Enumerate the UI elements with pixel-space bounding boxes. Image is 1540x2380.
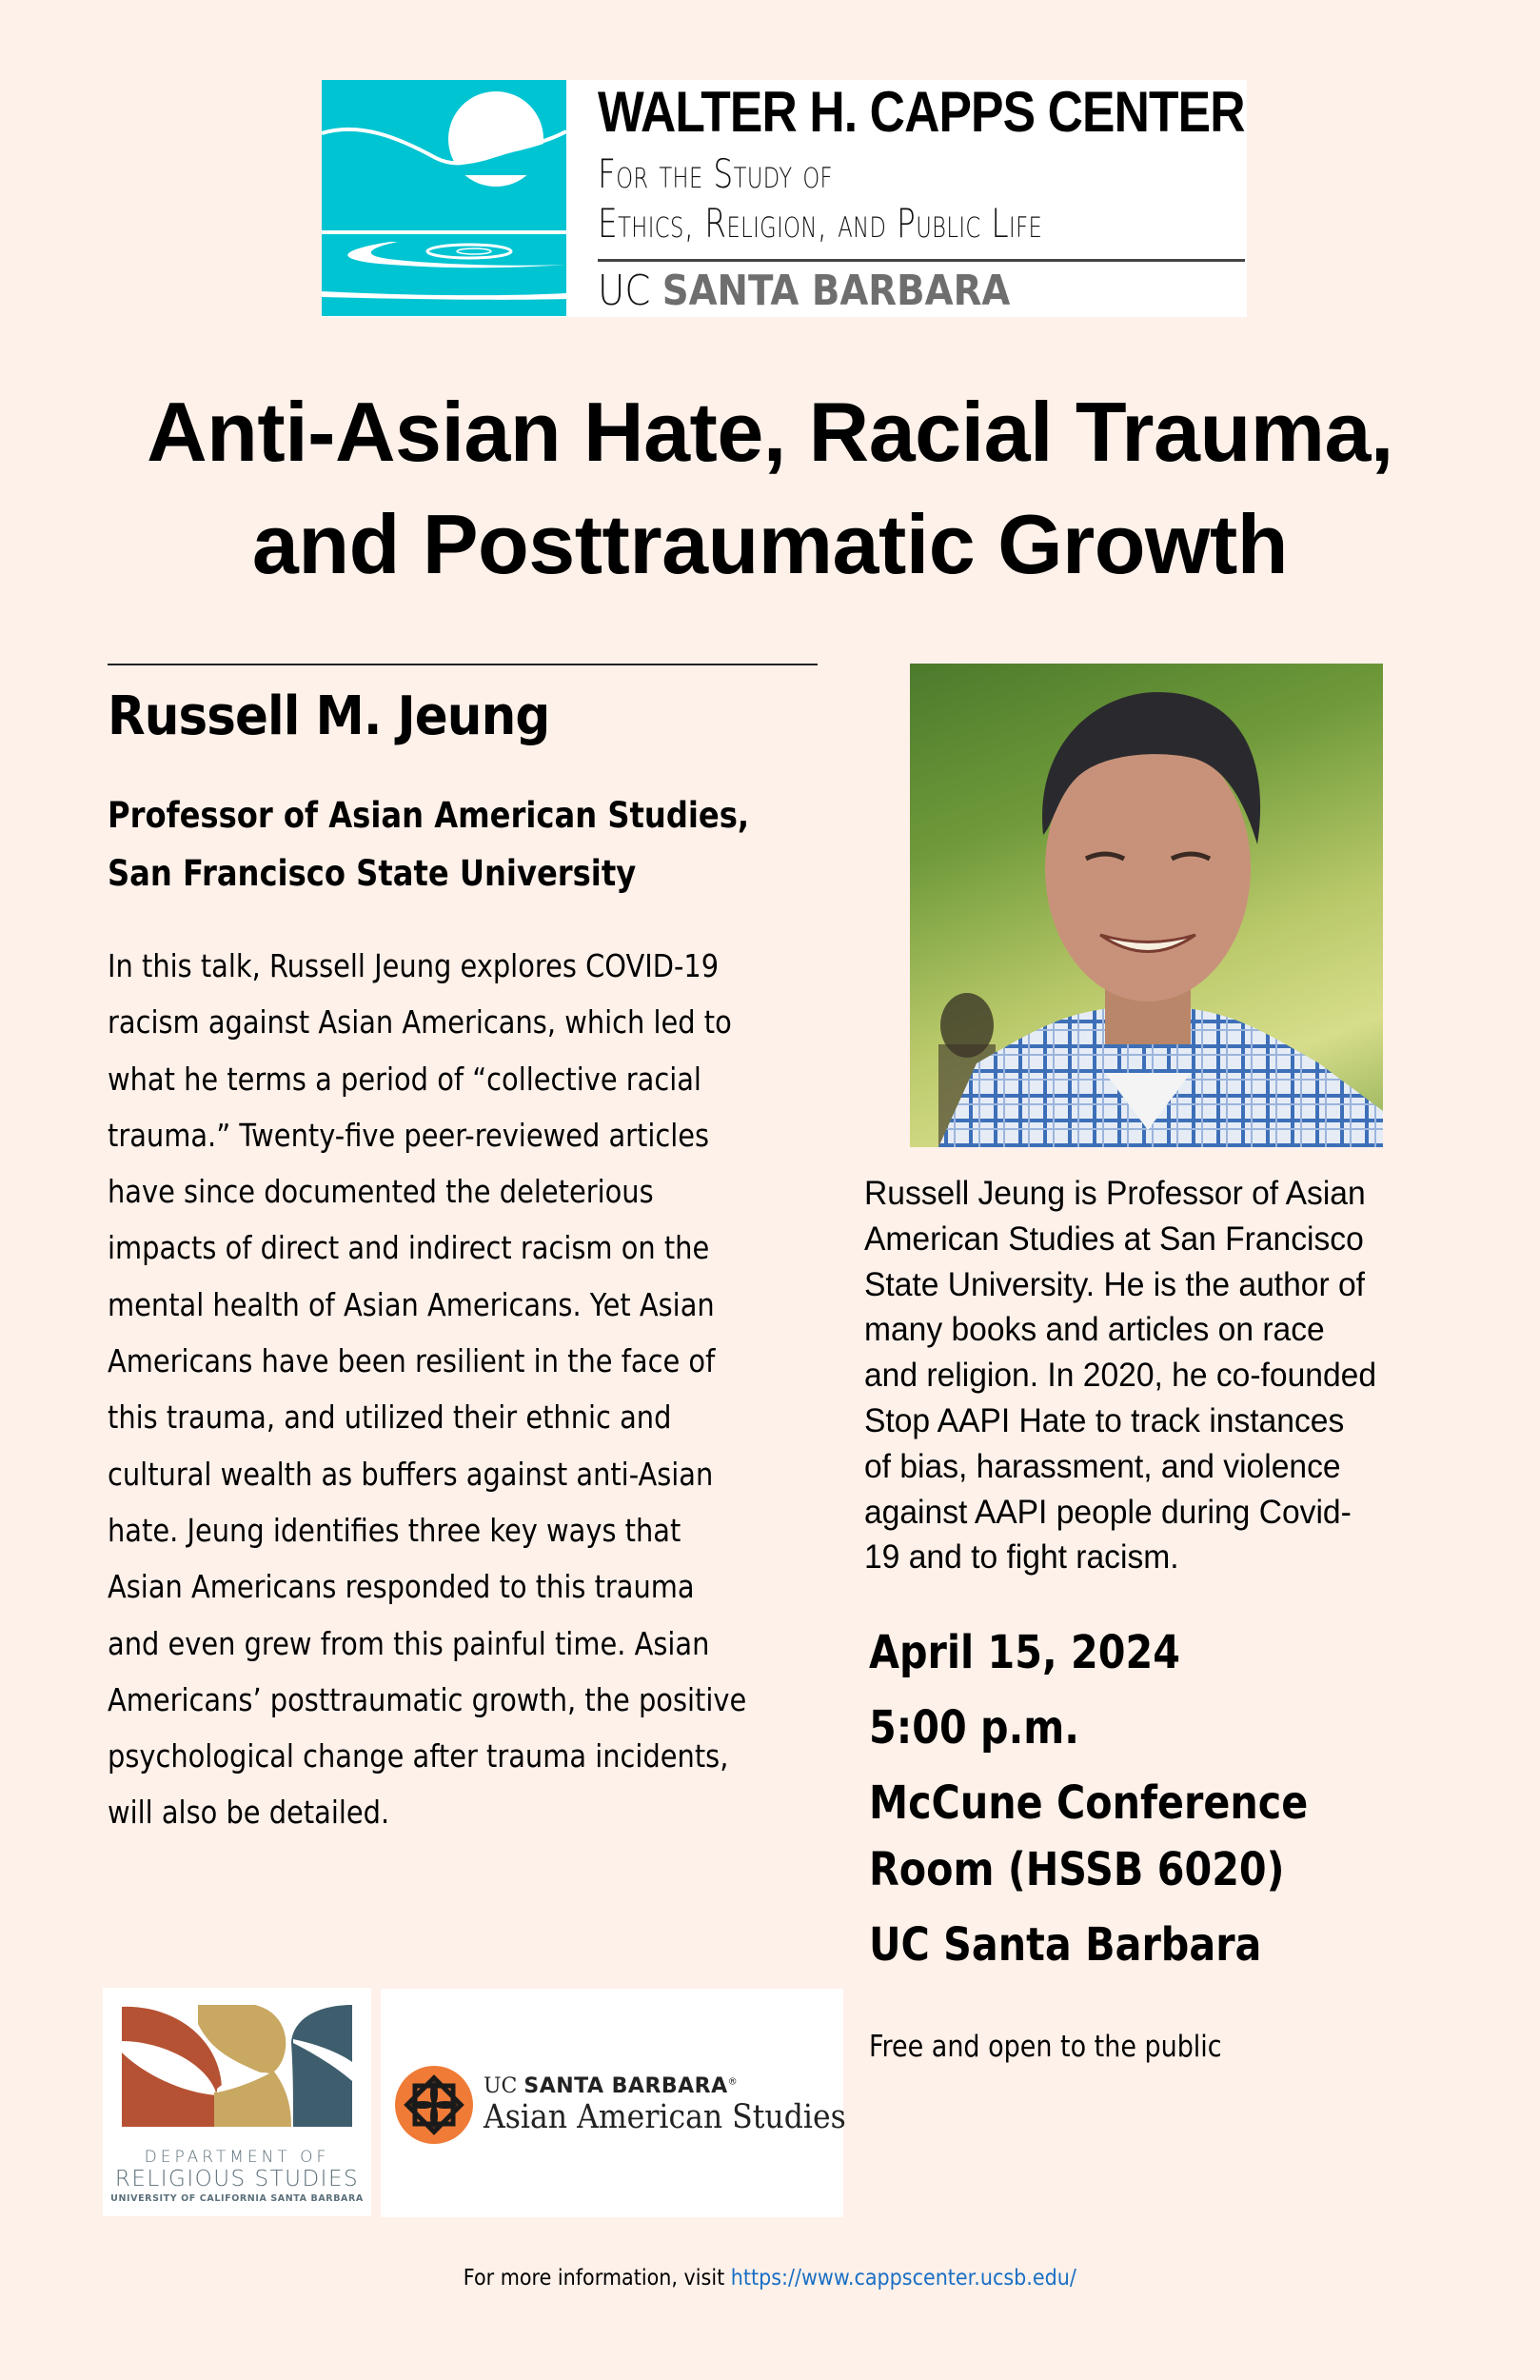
abstract-line: impacts of direct and indirect racism on the <box>108 1229 710 1267</box>
abstract-line: this trauma, and utilized their ethnic and <box>108 1398 672 1437</box>
event-details <box>869 1626 1309 1997</box>
bio-line: against AAPI people during Covid- <box>864 1493 1352 1531</box>
campus-label: SANTA BARBARA <box>661 267 1011 315</box>
abstract-line: what he terms a period of “collective racial <box>108 1060 701 1098</box>
event-title-line1: Anti-Asian Hate, Racial Trauma, <box>147 385 1393 479</box>
religious-studies-logo <box>103 1988 371 2216</box>
event-title <box>0 376 1540 601</box>
org-subtitle-line2: Ethics, Religion, and Public Life <box>598 200 1043 247</box>
abstract-line: racism against Asian Americans, which led to <box>108 1003 732 1041</box>
bio-line: State University. He is the author of <box>864 1265 1366 1303</box>
asian-american-studies-logo <box>381 1989 846 2217</box>
aas-ucsb-wordmark <box>484 2076 738 2097</box>
bio-line: Russell Jeung is Professor of Asian <box>864 1175 1366 1212</box>
capps-center-link[interactable]: https://www.cappscenter.ucsb.edu/ <box>730 2266 1077 2291</box>
abstract-line: Asian Americans responded to this trauma <box>108 1568 695 1606</box>
abstract-line: trauma.” Twenty-five peer-reviewed articles <box>108 1116 710 1154</box>
bio-line: and religion. In 2020, he co-founded <box>864 1357 1377 1395</box>
talk-abstract <box>108 938 746 1841</box>
drs-line3: UNIVERSITY OF CALIFORNIA SANTA BARBARA <box>110 2193 364 2204</box>
registered-mark: ® <box>727 2076 738 2088</box>
bio-line: 19 and to fight racism. <box>864 1538 1179 1577</box>
abstract-line: will also be detailed. <box>108 1794 390 1832</box>
abstract-line: and even grew from this painful time. Asian <box>108 1624 710 1662</box>
event-time: 5:00 p.m. <box>869 1701 1079 1755</box>
drs-line2: RELIGIOUS STUDIES <box>114 2167 360 2192</box>
speaker-portrait-icon <box>910 664 1383 1147</box>
org-subtitle-line1: For the Study of <box>598 150 833 197</box>
abstract-line: In this talk, Russell Jeung explores COVID-19 <box>108 947 720 984</box>
footer <box>0 2266 1540 2291</box>
bio-line: American Studies at San Francisco <box>864 1220 1364 1258</box>
abstract-line: psychological change after trauma incidents, <box>108 1737 729 1775</box>
lotus-seal-icon <box>394 2065 474 2145</box>
speaker-affiliation <box>108 786 749 902</box>
abstract-line: Americans have been resilient in the face of <box>108 1342 716 1380</box>
capps-logo-wordmark <box>598 80 1245 317</box>
event-title-line2: and Posttraumatic Growth <box>251 497 1289 591</box>
drs-monogram-icon <box>122 2005 352 2129</box>
aas-campus: SANTA BARBARA <box>523 2074 728 2098</box>
speaker-bio <box>864 1171 1376 1580</box>
event-date: April 15, 2024 <box>869 1626 1180 1679</box>
aas-department-name: Asian American Studies <box>484 2098 846 2136</box>
abstract-line: cultural wealth as buffers against anti-Asian <box>108 1455 714 1493</box>
speaker-name: Russell M. Jeung <box>108 685 550 747</box>
section-divider <box>108 664 818 665</box>
admission-note: Free and open to the public <box>869 2030 1222 2064</box>
speaker-photo <box>910 664 1383 1147</box>
abstract-line: have since documented the deleterious <box>108 1173 654 1211</box>
drs-line1: DEPARTMENT OF <box>144 2148 330 2167</box>
abstract-line: Americans’ posttraumatic growth, the positive <box>108 1680 747 1718</box>
bio-line: of bias, harassment, and violence <box>864 1447 1341 1485</box>
speaker-affiliation-line2: San Francisco State University <box>108 853 637 894</box>
abstract-line: mental health of Asian Americans. Yet Asian <box>108 1285 715 1323</box>
aas-uc: UC <box>484 2074 518 2098</box>
abstract-line: hate. Jeung identifies three key ways that <box>108 1511 681 1549</box>
bio-line: Stop AAPI Hate to track instances <box>864 1401 1345 1439</box>
footer-prefix: For more information, visit <box>463 2266 731 2291</box>
ucsb-wordmark <box>598 267 1011 315</box>
logo-divider <box>598 259 1245 262</box>
sunset-over-water-logo-icon <box>322 80 566 316</box>
event-venue-line1: McCune Conference <box>869 1776 1309 1830</box>
event-venue-line2: Room (HSSB 6020) <box>869 1843 1285 1896</box>
capps-center-logo <box>322 80 1247 317</box>
event-campus: UC Santa Barbara <box>869 1918 1262 1972</box>
bio-line: many books and articles on race <box>864 1311 1325 1349</box>
speaker-affiliation-line1: Professor of Asian American Studies, <box>108 795 750 836</box>
uc-label: UC <box>598 267 651 315</box>
org-name: WALTER H. CAPPS CENTER <box>598 80 1245 144</box>
